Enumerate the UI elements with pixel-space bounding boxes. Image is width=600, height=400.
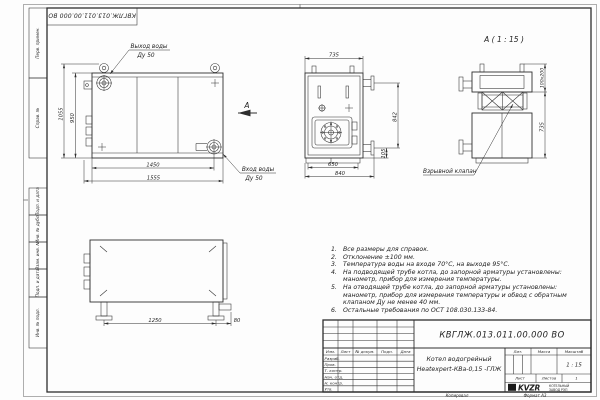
tb-col-izm: Изм.	[325, 349, 336, 355]
outlet-label-line2: Ду 50	[137, 53, 155, 59]
tb-document-number: КВГЛЖ.013.011.00.000 ВО	[439, 329, 565, 340]
tb-col-list: Лист	[340, 349, 351, 355]
dim-rear-offset: 80	[233, 317, 241, 324]
tb-name-line1: Котел водогрейный	[426, 356, 492, 363]
explosion-valve-label: Взрывной клапан	[423, 169, 477, 175]
tb-row-tkontr: Т. контр.	[324, 368, 343, 374]
dim-side-right: 842	[392, 112, 399, 122]
note-text: Отклонение ±100 мм.	[343, 253, 415, 261]
kvzr-logo	[508, 383, 570, 393]
margin-box-label: Инв. № дубл.	[35, 214, 40, 243]
inlet-label-line2: Ду 50	[245, 176, 263, 182]
margin-box-label: Инв. № подл.	[35, 308, 40, 337]
note-text: Все размеры для справок.	[343, 246, 429, 253]
tb-row-utv: Утв.	[324, 386, 333, 392]
tb-sheets-value: 1	[575, 375, 578, 381]
view-arrow-letter: А	[244, 101, 250, 110]
dim-front-height-inner: 950	[70, 113, 76, 123]
note-text: На подводящей трубе котла, до запорной арматуры установлены:	[343, 268, 562, 276]
tb-mass-label: Масса	[537, 349, 551, 355]
inlet-flange	[196, 139, 222, 155]
tb-lit-label: Лит.	[513, 349, 523, 355]
rear-view	[84, 240, 241, 326]
top-stamp	[47, 8, 137, 25]
note-number: 1.	[331, 246, 337, 253]
copied-label: Копировал	[445, 392, 469, 398]
kvzr-logo-caption1: КОТЕЛЬНЫЙ	[549, 383, 570, 388]
top-stamp-number: КВГЛЖ.013.011.00.000 ВО	[48, 11, 136, 19]
note-number: 6.	[331, 306, 337, 314]
note-line	[331, 292, 589, 300]
note-line	[331, 307, 589, 315]
note-line	[331, 246, 589, 254]
dim-detail-height: 735	[539, 122, 546, 132]
tb-sheet-label: Лист	[515, 375, 525, 381]
note-text: Остальные требования по ОСТ 108.030.133-84.	[343, 306, 498, 314]
margin-box-label: Подп. и дата	[35, 187, 40, 216]
notes-block	[331, 246, 589, 314]
burner-plate	[312, 117, 357, 148]
side-view	[305, 53, 400, 179]
margin-box-label: Подп. и дата	[35, 268, 40, 298]
note-number	[331, 276, 343, 284]
detail-view-title: А ( 1 : 15 )	[484, 35, 524, 44]
tb-col-podp: Подп.	[381, 349, 393, 355]
format-label: Формат А3	[523, 392, 547, 398]
front-view	[59, 44, 277, 184]
note-text: манометр, прибор для измерения температуры.	[343, 276, 502, 284]
note-number	[331, 299, 343, 307]
kvzr-logo-mark	[508, 384, 516, 391]
detail-view-a	[423, 35, 547, 175]
tb-col-docnum: № докум.	[355, 349, 375, 355]
tb-row-razrab: Разраб.	[324, 355, 340, 361]
outlet-label-line1: Выход воды	[130, 44, 168, 50]
inlet-label-line1: Вход воды	[241, 167, 275, 173]
outlet-flange	[96, 75, 112, 91]
note-number: 5.	[331, 283, 337, 291]
tb-scale-value: 1 : 15	[566, 362, 582, 369]
note-line	[331, 261, 589, 269]
dim-front-width-outer: 1555	[146, 175, 161, 182]
note-text: На отводящей трубе котла, до запорной арматуры установлены:	[343, 283, 558, 291]
tb-row-nachotd: Нач. отд.	[324, 374, 344, 380]
dim-detail-small: 100х200	[540, 67, 546, 89]
dim-side-top: 735	[329, 52, 339, 59]
explosion-valve	[478, 92, 527, 110]
dim-side-bottom-outer: 840	[335, 170, 345, 177]
dim-side-bottom-inner: 650	[328, 161, 338, 168]
dim-side-right-small: 105	[380, 148, 387, 159]
kvzr-logo-text: KVZR	[518, 383, 541, 393]
note-number	[331, 292, 343, 300]
note-line	[331, 276, 589, 284]
margin-box-label: Справ. №	[35, 107, 40, 129]
title-block	[323, 320, 591, 392]
tb-row-nkontr: Н. контр.	[324, 380, 344, 386]
note-line	[331, 284, 589, 292]
tb-row-prov: Пров.	[324, 362, 336, 367]
note-line	[331, 299, 589, 307]
note-text: Температура воды на входе 70°С, на выходе 95°С.	[343, 261, 510, 269]
dim-front-width-inner: 1450	[146, 162, 160, 169]
tb-col-data: Дата	[400, 349, 411, 355]
tb-name-line2: Heatexpert-КВа-0,15 -ГЛЖ	[416, 366, 502, 373]
note-number: 4.	[331, 268, 337, 276]
margin-box-label: Взам. инв. №	[35, 241, 40, 270]
note-number: 2.	[331, 253, 337, 261]
kvzr-logo-caption2: ЗАВОД РЭП	[549, 387, 568, 392]
margin-boxes	[29, 8, 47, 348]
dim-rear-width: 1250	[148, 317, 162, 324]
margin-box-label: Перв. примен.	[35, 27, 40, 59]
note-text: клапаном Ду не менее 40 мм.	[343, 299, 441, 307]
tb-sheets-label: Листов	[541, 375, 557, 381]
dim-front-height-outer: 1055	[58, 107, 65, 121]
note-text: манометр, прибор для измерения температуры и обвод с обратным	[343, 291, 567, 299]
tb-scale-label: Масштаб	[564, 349, 584, 355]
note-number: 3.	[331, 261, 337, 269]
